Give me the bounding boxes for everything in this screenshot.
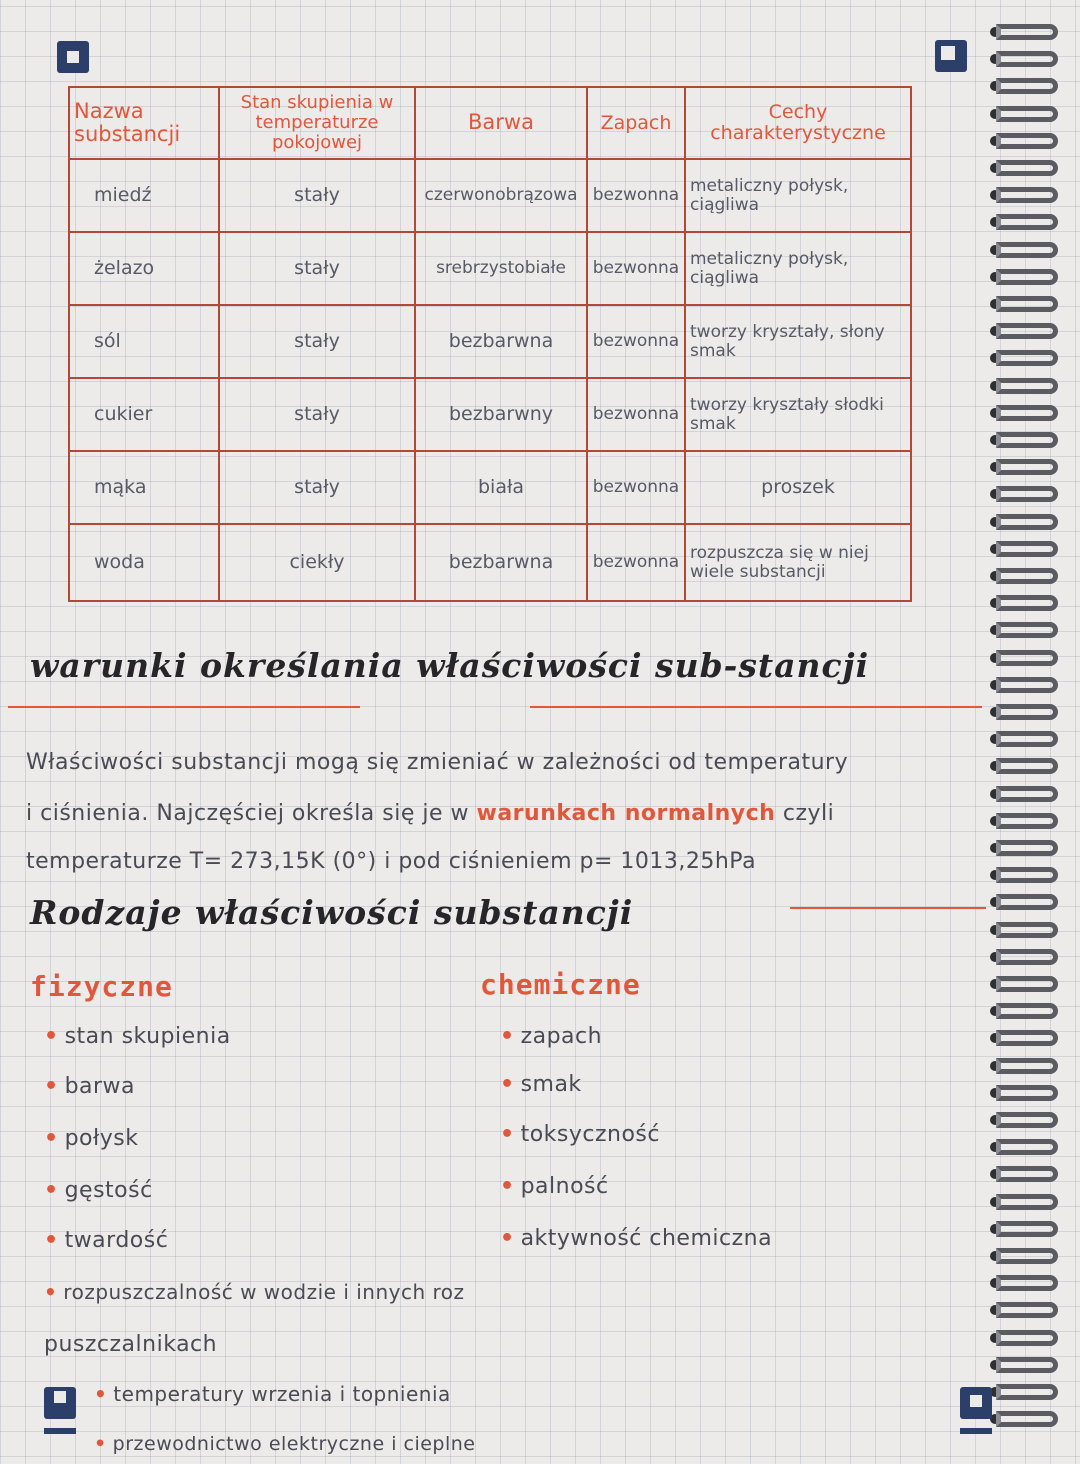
corner-marker-bottom-left <box>44 1387 76 1419</box>
header-smell: Zapach <box>587 87 685 159</box>
cell-name: cukier <box>69 378 219 451</box>
list-item: • gęstość <box>44 1178 153 1203</box>
binding-ring <box>996 51 1058 67</box>
binding-ring <box>996 568 1058 584</box>
cell-state: stały <box>219 378 415 451</box>
cell-smell: bezwonna <box>587 159 685 232</box>
binding-ring <box>996 595 1058 611</box>
list-item: • barwa <box>44 1074 136 1099</box>
cell-color: czerwonobrązowa <box>415 159 587 232</box>
item-text: zapach <box>520 1024 603 1049</box>
list-item: • zapach <box>500 1024 603 1049</box>
binding-ring <box>996 187 1058 203</box>
list-item: • smak <box>500 1072 582 1097</box>
paragraph-text: czyli <box>782 801 835 826</box>
cell-name: żelazo <box>69 232 219 305</box>
cell-color: bezbarwna <box>415 305 587 378</box>
binding-ring <box>996 160 1058 176</box>
physical-heading: fizyczne <box>30 970 173 1003</box>
binding-ring <box>996 1411 1058 1427</box>
binding-ring <box>996 459 1058 475</box>
binding-ring <box>996 1058 1058 1074</box>
binding-ring <box>996 1302 1058 1318</box>
cell-smell: bezwonna <box>587 232 685 305</box>
item-text: twardość <box>64 1228 169 1253</box>
binding-ring <box>996 1357 1058 1373</box>
binding-ring <box>996 976 1058 992</box>
corner-dash <box>960 1428 992 1434</box>
cell-color: srebrzystobiałe <box>415 232 587 305</box>
item-text: przewodnictwo elektryczne i cieplne <box>112 1433 476 1455</box>
list-item: • połysk <box>44 1126 139 1151</box>
list-item: • przewodnictwo elektryczne i cieplne <box>94 1433 476 1455</box>
corner-dash <box>44 1428 76 1434</box>
item-text: aktywność chemiczna <box>520 1226 773 1251</box>
cell-name: miedź <box>69 159 219 232</box>
list-item: • twardość <box>44 1228 169 1253</box>
binding-ring <box>996 106 1058 122</box>
binding-ring <box>996 622 1058 638</box>
cell-traits: proszek <box>685 451 911 524</box>
cell-state: stały <box>219 305 415 378</box>
binding-ring <box>996 24 1058 40</box>
cell-state: stały <box>219 159 415 232</box>
cell-state: ciekły <box>219 524 415 601</box>
binding-ring <box>996 813 1058 829</box>
cell-name: mąka <box>69 451 219 524</box>
binding-ring <box>996 323 1058 339</box>
binding-ring <box>996 894 1058 910</box>
table-header-row <box>69 87 911 159</box>
cell-state: stały <box>219 232 415 305</box>
paragraph-line-3: temperaturze T= 273,15K (0°) i pod ciśnieniem p= 1013,25hPa <box>26 849 757 874</box>
binding-ring <box>996 922 1058 938</box>
list-item: • palność <box>500 1174 609 1199</box>
binding-ring <box>996 758 1058 774</box>
binding-ring <box>996 405 1058 421</box>
list-item: • aktywność chemiczna <box>500 1226 773 1251</box>
binding-ring <box>996 1003 1058 1019</box>
binding-ring <box>996 786 1058 802</box>
table-row <box>69 378 911 451</box>
binding-ring <box>996 1275 1058 1291</box>
list-item: • rozpuszczalność w wodzie i innych roz <box>44 1280 465 1304</box>
cell-smell: bezwonna <box>587 305 685 378</box>
item-text: toksyczność <box>520 1122 660 1147</box>
spiral-binding <box>990 16 1080 1456</box>
cell-state: stały <box>219 451 415 524</box>
binding-ring <box>996 1085 1058 1101</box>
binding-ring <box>996 840 1058 856</box>
binding-ring <box>996 949 1058 965</box>
binding-ring <box>996 296 1058 312</box>
item-text: gęstość <box>64 1178 153 1203</box>
item-text: palność <box>520 1174 609 1199</box>
section-title-underline <box>790 907 986 909</box>
header-name: Nazwa substancji <box>69 87 219 159</box>
binding-ring <box>996 514 1058 530</box>
binding-ring <box>996 214 1058 230</box>
item-text: barwa <box>64 1074 136 1099</box>
header-color: Barwa <box>415 87 587 159</box>
header-traits: Cechy charakterystyczne <box>685 87 911 159</box>
title-underline-right <box>530 706 982 708</box>
item-text: temperatury wrzenia i topnienia <box>113 1382 451 1406</box>
section-title-conditions: warunki określania właściwości sub-stancji <box>30 646 870 685</box>
cell-name: sól <box>69 305 219 378</box>
substances-table <box>68 86 912 602</box>
cell-name: woda <box>69 524 219 601</box>
highlight-normal-conditions: warunkach normalnych <box>476 801 776 826</box>
binding-ring <box>996 704 1058 720</box>
cell-traits: metaliczny połysk, ciągliwa <box>685 159 911 232</box>
cell-smell: bezwonna <box>587 451 685 524</box>
binding-ring <box>996 486 1058 502</box>
binding-ring <box>996 133 1058 149</box>
binding-ring <box>996 350 1058 366</box>
list-item-continuation: puszczalnikach <box>44 1332 218 1357</box>
cell-color: bezbarwna <box>415 524 587 601</box>
chemical-heading: chemiczne <box>480 968 641 1001</box>
paragraph-text: i ciśnienia. Najczęściej określa się je w <box>26 801 470 826</box>
binding-ring <box>996 378 1058 394</box>
table-row <box>69 451 911 524</box>
binding-ring <box>996 731 1058 747</box>
paragraph-line-2 <box>26 788 976 839</box>
binding-ring <box>996 1221 1058 1237</box>
binding-ring <box>996 1112 1058 1128</box>
table-row <box>69 159 911 232</box>
table-row <box>69 305 911 378</box>
list-item: • temperatury wrzenia i topnienia <box>94 1382 451 1406</box>
binding-ring <box>996 269 1058 285</box>
binding-ring <box>996 1384 1058 1400</box>
header-state: Stan skupienia w temperaturze pokojowej <box>219 87 415 159</box>
binding-ring <box>996 1166 1058 1182</box>
binding-ring <box>996 867 1058 883</box>
binding-ring <box>996 78 1058 94</box>
binding-ring <box>996 541 1058 557</box>
paragraph-line-1: Właściwości substancji mogą się zmieniać w zależności od temperatury <box>26 750 849 775</box>
item-text: połysk <box>64 1126 139 1151</box>
cell-smell: bezwonna <box>587 378 685 451</box>
binding-ring <box>996 242 1058 258</box>
binding-ring <box>996 650 1058 666</box>
list-item: • stan skupienia <box>44 1024 231 1049</box>
cell-traits: metaliczny połysk, ciągliwa <box>685 232 911 305</box>
binding-ring <box>996 1248 1058 1264</box>
binding-ring <box>996 1139 1058 1155</box>
cell-color: bezbarwny <box>415 378 587 451</box>
corner-marker-bottom-right <box>960 1387 992 1419</box>
binding-ring <box>996 677 1058 693</box>
title-underline-left <box>8 706 360 708</box>
binding-ring <box>996 1194 1058 1210</box>
corner-marker-top-right <box>935 40 967 72</box>
table-row <box>69 524 911 601</box>
section-title-property-types: Rodzaje właściwości substancji <box>30 893 634 932</box>
corner-marker-top-left <box>57 41 89 73</box>
cell-traits: tworzy kryształy słodki smak <box>685 378 911 451</box>
binding-ring <box>996 432 1058 448</box>
table-row <box>69 232 911 305</box>
binding-ring <box>996 1030 1058 1046</box>
list-item: • toksyczność <box>500 1122 660 1147</box>
item-text: stan skupienia <box>64 1024 231 1049</box>
item-text: rozpuszczalność w wodzie i innych roz <box>63 1280 465 1304</box>
cell-traits: rozpuszcza się w niej wiele substancji <box>685 524 911 601</box>
cell-smell: bezwonna <box>587 524 685 601</box>
item-text: smak <box>520 1072 582 1097</box>
binding-ring <box>996 1330 1058 1346</box>
cell-color: biała <box>415 451 587 524</box>
cell-traits: tworzy kryształy, słony smak <box>685 305 911 378</box>
